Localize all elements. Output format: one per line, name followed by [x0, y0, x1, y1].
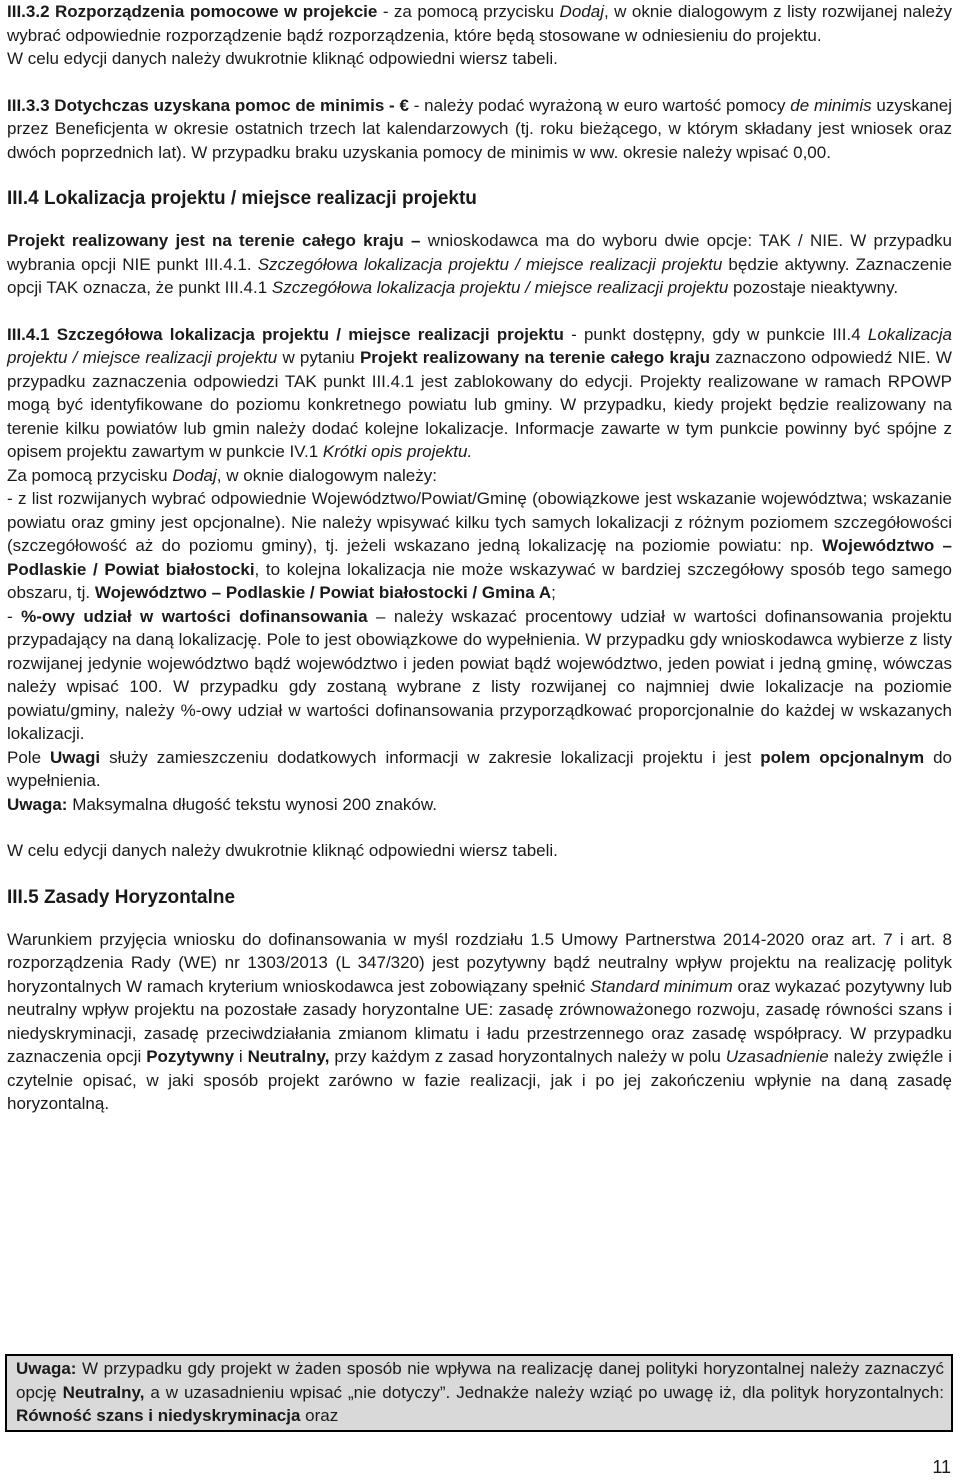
edit-hint: W celu edycji danych należy dwukrotnie kliknąć odpowiedni wiersz tabeli. — [7, 49, 558, 68]
section-title-iii-4: III.4 Lokalizacja projektu / miejsce realizacji projektu — [7, 188, 477, 209]
edit-hint: W celu edycji danych należy dwukrotnie kliknąć odpowiedni wiersz tabeli. — [7, 841, 558, 860]
section-iii-4-1: III.4.1 Szczegółowa lokalizacja projektu / miejsce realizacji projektu - punkt dostępny, gdy w punkcie III.4 Lokalizacja projektu / miejsce realizacji projektu w pytaniu Projekt realizowany na terenie całego kraju zaznaczono odpowiedź NIE. W przypadku zaznaczenia odpowiedzi TAK punkt III.4.1 jest zablokowany do edycji. Projekty realizowane w ramach RPOWP mogą być identyfikowane do poziomu konkretnego powiatu lub gminy. W przypadku, kiedy projekt będzie realizowany na terenie kilku powiatów lub gmin należy dodać kolejne lokalizacje. Informacje zawarte w tym punkcie powinny być spójne z opisem projektu zawartym w punkcie IV.1 Krótki opis projektu. — [7, 324, 952, 461]
remarks-field-instruction: Pole Uwagi służy zamieszczeniu dodatkowych informacji w zakresie lokalizacji projektu i jest polem opcjonalnym do wypełnienia. — [7, 747, 952, 790]
section-iii-3-3: III.3.3 Dotychczas uzyskana pomoc de minimis - € - należy podać wyrażoną w euro wartość pomocy de minimis uzyskanej przez Beneficjenta w okresie ostatnich trzech lat kalendarzowych (tj. roku bieżącego, w którym składany jest wniosek oraz dwóch poprzednich lat). W przypadku braku uzyskania pomocy de minimis w ww. okresie należy wpisać 0,00. — [7, 95, 952, 162]
section-iii-4-body: Projekt realizowany jest na terenie całego kraju – wnioskodawca ma do wyboru dwie opcje: TAK / NIE. W przypadku wybrania opcji NIE punkt III.4.1. Szczegółowa lokalizacja projektu / miejsce realizacji projektu będzie aktywny. Zaznaczenie opcji TAK oznacza, że punkt III.4.1 Szczegółowa lokalizacja projektu / miejsce realizacji projektu pozostaje nieaktywny. — [7, 231, 952, 297]
section-id: III.4.1 Szczegółowa lokalizacja projektu / miejsce realizacji projektu — [7, 324, 564, 344]
section-iii-5-body: Warunkiem przyjęcia wniosku do dofinansowania w myśl rozdziału 1.5 Umowy Partnerstwa 2014-2020 oraz art. 7 i art. 8 rozporządzenia Rady (WE) nr 1303/2013 (L 347/320) jest pozytywny bądź neutralny wpływ projektu na realizację polityk horyzontalnych W ramach kryterium wnioskodawca jest zobowiązany spełnić Standard minimum oraz wykazać pozytywny lub neutralny wpływ projektu na pozostałe zasady horyzontalne UE: zasadę zrównoważonego rozwoju, zasadę równości szans i niedyskryminacji, zasadę przeciwdziałania zmianom klimatu i ładu przestrzennego oraz zasadę współpracy. W przypadku zaznaczenia opcji Pozytywny i Neutralny, przy każdym z zasad horyzontalnych należy w polu Uzasadnienie należy zwięźle i czytelnie opisać, w jaki sposób projekt zarówno w fazie realizacji, jak i po jej zakończeniu wpłynie na daną zasadę horyzontalną. — [7, 929, 952, 1113]
add-button-instruction: Za pomocą przycisku Dodaj, w oknie dialogowym należy: — [7, 465, 437, 485]
max-length-note: Uwaga: Maksymalna długość tekstu wynosi 200 znaków. — [7, 794, 437, 814]
section-iii-3-2: III.3.2 Rozporządzenia pomocowe w projekcie - za pomocą przycisku Dodaj, w oknie dialogowym z listy rozwijanej należy wybrać odpowiednie rozporządzenie bądź rozporządzenia, które będą stosowane w odniesieniu do projektu. — [7, 2, 952, 45]
percent-share-instruction: - %-owy udział w wartości dofinansowania – należy wskazać procentowy udział w wartości dofinansowania projektu przypadający na daną lokalizację. Pole to jest obowiązkowe do wypełnienia. W przypadku gdy wnioskodawca wybierze z listy rozwijanej jedynie województwo bądź województwo i jeden powiat bądź województwo, jeden powiat i jedną gminę, wówczas należy wpisać 100. W przypadku gdy zostaną wybrane z listy rozwijanej co najmniej dwie lokalizacje na poziomie powiatu/gminy, należy %-owy udział w wartości dofinansowania przyporządkować proporcjonalnie do każdej w wskazanych lokalizacji. — [7, 606, 952, 743]
section-title-iii-5: III.5 Zasady Horyzontalne — [7, 886, 236, 908]
page-number: 11 — [932, 1457, 951, 1477]
button-name: Dodaj — [559, 2, 604, 21]
warning-note-box: Uwaga: W przypadku gdy projekt w żaden sposób nie wpływa na realizację danej polityki horyzontalnej należy zaznaczyć opcję Neutralny, a w uzasadnieniu wpisać „nie dotyczy”. Jednakże należy wziąć po uwagę iż, dla polityk horyzontalnych: Równość szans i niedyskryminacja oraz — [5, 1354, 953, 1432]
section-id: III.3.2 Rozporządzenia pomocowe w projekcie — [7, 2, 378, 21]
location-list-instruction: - z list rozwijanych wybrać odpowiednie Województwo/Powiat/Gminę (obowiązkowe jest wskazanie województwa; wskazanie powiatu oraz gminy jest opcjonalne). Nie należy wpisywać kilku tych samych lokalizacji z różnym poziomem szczegółowości (szczegółowość aż do poziomu gminy), tj. jeżeli wskazano jedną lokalizację na poziomie powiatu: np. Województwo – Podlaskie / Powiat białostocki, to kolejna lokalizacja nie może wskazywać w bardziej szczegółowy sposób tego samego obszaru, tj. Województwo – Podlaskie / Powiat białostocki / Gmina A; — [7, 489, 952, 602]
button-name: Dodaj — [172, 465, 217, 485]
section-id: III.3.3 Dotychczas uzyskana pomoc de minimis - € — [7, 95, 409, 115]
